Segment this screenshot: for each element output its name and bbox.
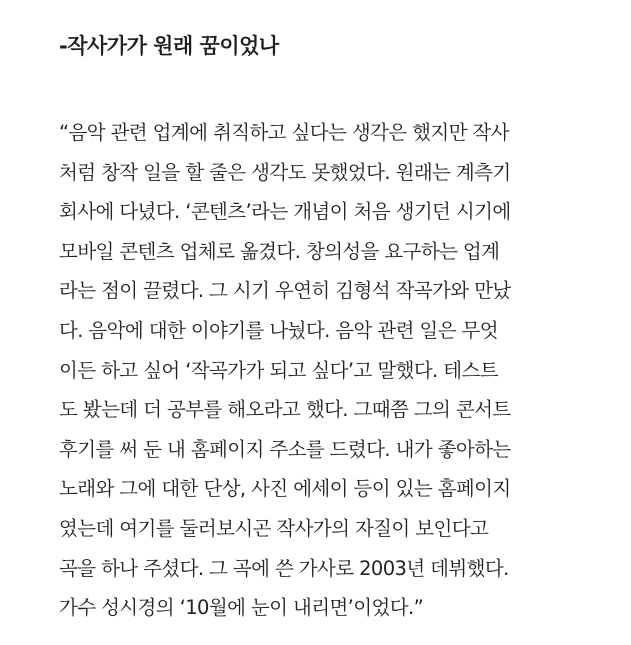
answer-line: 도 봤는데 더 공부를 해오라고 했다. 그때쯤 그의 콘서트: [59, 398, 511, 422]
answer-line: 였는데 여기를 둘러보시곤 작사가의 자질이 보인다고: [59, 516, 489, 540]
interview-question: -작사가가 원래 꿈이었나: [59, 34, 279, 58]
answer-line: 후기를 써 둔 내 홈페이지 주소를 드렸다. 내가 좋아하는: [59, 437, 511, 461]
answer-line: “음악 관련 업계에 취직하고 싶다는 생각은 했지만 작사: [59, 121, 509, 144]
answer-line: 회사에 다녔다. ‘콘텐츠’라는 개념이 처음 생기던 시기에: [59, 200, 511, 224]
interview-answer: [59, 113, 629, 628]
answer-line: 노래와 그에 대한 단상, 사진 에세이 등이 있는 홈페이지: [59, 477, 511, 501]
answer-line: 처럼 창작 일을 할 줄은 생각도 못했었다. 원래는 계측기: [59, 160, 511, 184]
answer-line: 이든 하고 싶어 ‘작곡가가 되고 싶다’고 말했다. 테스트: [59, 358, 498, 382]
answer-line: 다. 음악에 대한 이야기를 나눴다. 음악 관련 일은 무엇: [59, 318, 498, 342]
answer-line: 모바일 콘텐츠 업체로 옮겼다. 창의성을 요구하는 업계: [59, 239, 500, 263]
answer-line: 라는 점이 끌렸다. 그 시기 우연히 김형석 작곡가와 만났: [59, 279, 511, 303]
answer-line: 가수 성시경의 ‘10월에 눈이 내리면’이었다.”: [59, 596, 424, 620]
answer-line: 곡을 하나 주셨다. 그 곡에 쓴 가사로 2003년 데뷔했다.: [59, 556, 509, 580]
